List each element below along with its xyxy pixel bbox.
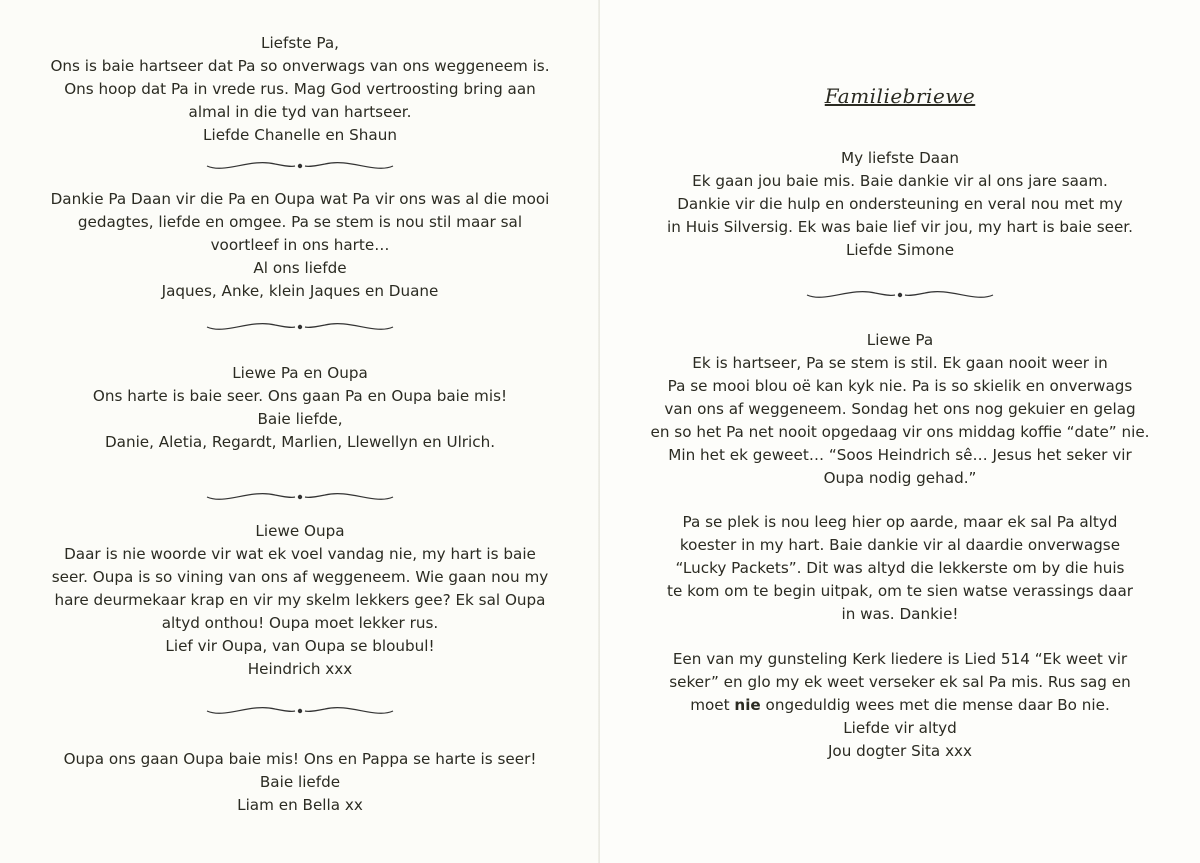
letter-line: Ons harte is baie seer. Ons gaan Pa en Oupa baie mis! <box>92 387 508 405</box>
letter-line: koester in my hart. Baie dankie vir al daardie onverwagse <box>679 536 1121 554</box>
letter-line: voortleef in ons harte… <box>210 236 390 254</box>
letter-line: gedagtes, liefde en omgee. Pa se stem is nou stil maar sal <box>77 213 523 231</box>
flourish-divider-icon <box>0 158 600 178</box>
letter-line: Liefde Simone <box>845 241 955 259</box>
letter-line: Jaques, Anke, klein Jaques en Duane <box>161 282 439 300</box>
letter-line: Danie, Aletia, Regardt, Marlien, Llewellyn en Ulrich. <box>104 433 496 451</box>
letter-line: Baie liefde, <box>257 410 343 428</box>
emphasis-after: ongeduldig wees met die mense daar Bo nie. <box>760 696 1110 714</box>
letter-closing: Liefde vir altyd <box>843 719 957 737</box>
letter-chanelle-shaun <box>0 32 600 147</box>
letter-heindrich <box>0 520 600 681</box>
letter-line: seker” en glo my ek weet verseker ek sal Pa mis. Rus sag en <box>669 673 1131 691</box>
letter-line: Dankie Pa Daan vir die Pa en Oupa wat Pa vir ons was al die mooi <box>50 190 550 208</box>
letter-line: almal in die tyd van hartseer. <box>188 103 412 121</box>
letter-jaques-family <box>0 188 600 303</box>
letter-line: Heindrich xxx <box>247 660 353 678</box>
letter-line: Ons hoop dat Pa in vrede rus. Mag God vertroosting bring aan <box>64 80 536 98</box>
letter-line: van ons af weggeneem. Sondag het ons nog gekuier en gelag <box>664 400 1136 418</box>
flourish-divider-icon <box>0 319 600 339</box>
letter-simone <box>600 147 1200 262</box>
letter-sita-part-1 <box>600 329 1200 490</box>
letter-sita-part-2 <box>600 511 1200 626</box>
letter-line: Dankie vir die hulp en ondersteuning en veral nou met my <box>677 195 1123 213</box>
letter-line: Ek gaan jou baie mis. Baie dankie vir al ons jare saam. <box>692 172 1108 190</box>
letter-danie-family <box>0 362 600 454</box>
letter-line: te kom om te begin uitpak, om te sien watse verassings daar <box>667 582 1133 600</box>
letter-line: Ek is hartseer, Pa se stem is stil. Ek gaan nooit weer in <box>692 354 1108 372</box>
letter-line: Pa se plek is nou leeg hier op aarde, maar ek sal Pa altyd <box>682 513 1118 531</box>
letter-line: Liefste Pa, <box>260 34 340 52</box>
letter-line: Lief vir Oupa, van Oupa se bloubul! <box>165 637 435 655</box>
letter-line: Liewe Pa en Oupa <box>232 364 368 382</box>
letter-line: Baie liefde <box>259 773 341 791</box>
letter-line: Liewe Pa <box>866 331 934 349</box>
flourish-divider-icon <box>0 703 600 723</box>
emphasis-bold-word: nie <box>734 696 761 714</box>
letter-signature: Jou dogter Sita xxx <box>827 742 973 760</box>
letter-line: Min het ek geweet… “Soos Heindrich sê… Jesus het seker vir <box>668 446 1132 464</box>
letter-line: altyd onthou! Oupa moet lekker rus. <box>161 614 439 632</box>
letter-line: Liam en Bella xx <box>237 796 363 814</box>
letter-line: en so het Pa net nooit opgedaag vir ons middag koffie “date” nie. <box>650 423 1150 441</box>
letter-line: Al ons liefde <box>253 259 347 277</box>
flourish-divider-icon <box>600 287 1200 307</box>
letter-line: Liewe Oupa <box>255 522 345 540</box>
letter-line: My liefste Daan <box>840 149 960 167</box>
letter-liam-bella <box>0 748 600 817</box>
letter-line: hare deurmekaar krap en vir my skelm lekkers gee? Ek sal Oupa <box>54 591 546 609</box>
letter-line: seer. Oupa is so vining van ons af weggeneem. Wie gaan nou my <box>51 568 549 586</box>
letter-line: Oupa ons gaan Oupa baie mis! Ons en Pappa se harte is seer! <box>63 750 537 768</box>
letter-line: in was. Dankie! <box>841 605 959 623</box>
flourish-divider-icon <box>0 489 600 509</box>
letter-line: Daar is nie woorde vir wat ek voel vandag nie, my hart is baie <box>64 545 536 563</box>
letter-line: Oupa nodig gehad.” <box>823 469 977 487</box>
letter-line: Een van my gunsteling Kerk liedere is Lied 514 “Ek weet vir <box>672 650 1128 668</box>
letter-line: in Huis Silversig. Ek was baie lief vir jou, my hart is baie seer. <box>667 218 1133 236</box>
letter-line: Pa se mooi blou oë kan kyk nie. Pa is so skielik en onverwags <box>667 377 1133 395</box>
emphasis-before: moet <box>690 696 735 714</box>
letter-line: Liefde Chanelle en Shaun <box>203 126 397 144</box>
section-title: Familiebriewe <box>824 84 976 108</box>
letter-sita-part-3 <box>600 648 1200 763</box>
emphasis-line <box>600 694 1200 717</box>
right-page <box>600 0 1200 863</box>
letter-line: “Lucky Packets”. Dit was altyd die lekkerste om by die huis <box>675 559 1125 577</box>
letter-line: Ons is baie hartseer dat Pa so onverwags van ons weggeneem is. <box>50 57 550 75</box>
